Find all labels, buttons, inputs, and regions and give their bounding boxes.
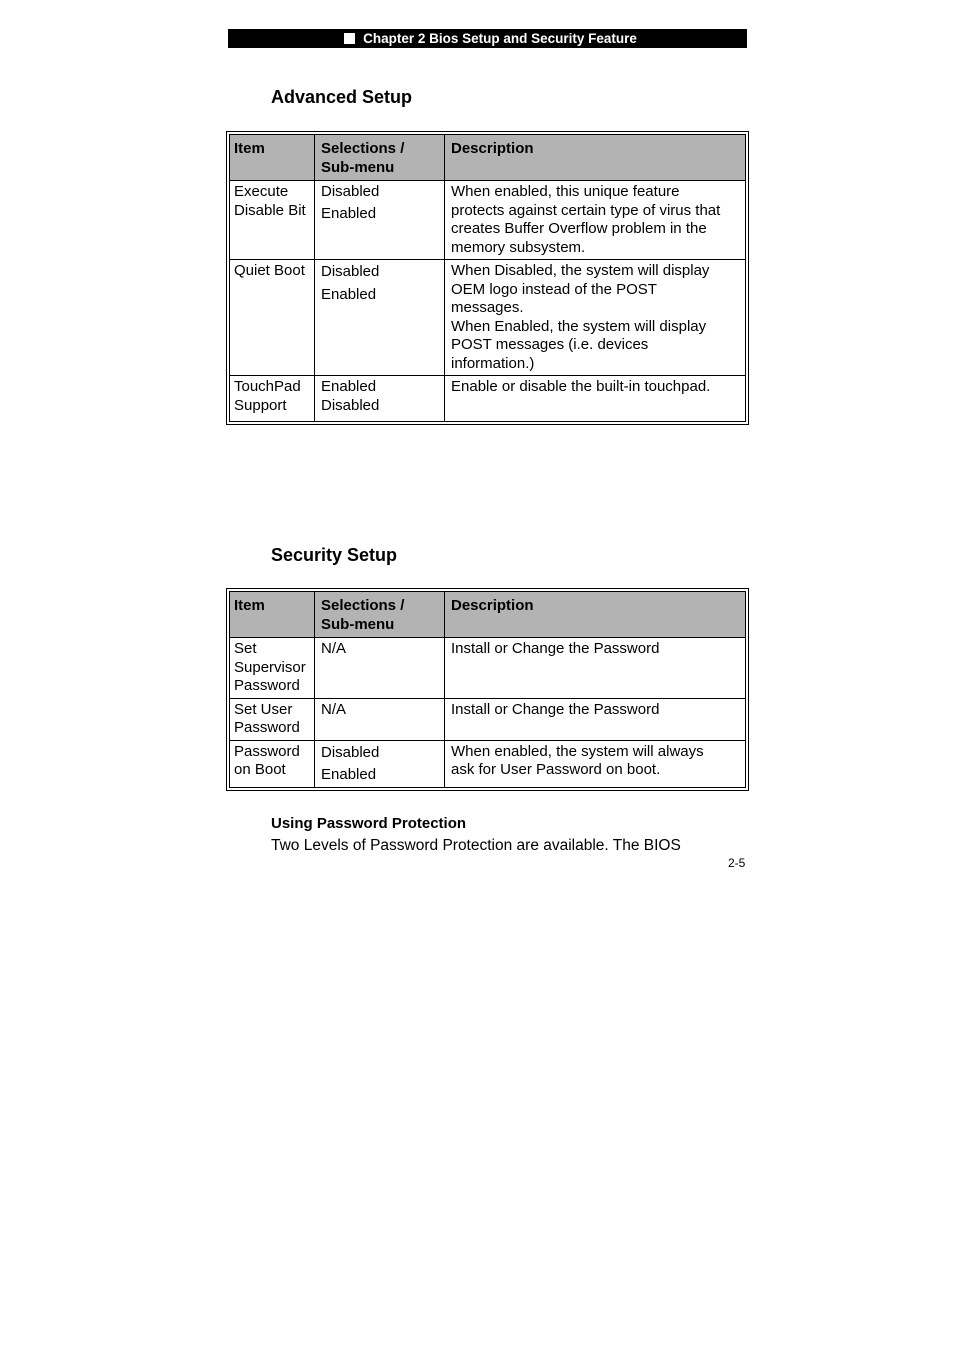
description-text: When enabled, the system will always [451,742,704,760]
advanced-setup-table [229,134,746,422]
selection-option: N/A [321,640,347,657]
chapter-header-text: Chapter 2 Bios Setup and Security Feature [363,31,637,46]
selections-cell [315,181,445,260]
table-row [230,181,746,260]
selections-cell [315,260,445,376]
description-cell [445,638,746,699]
chapter-header-bar [228,29,747,48]
selection-option: Disabled [321,743,380,761]
item-text: Execute [234,183,289,200]
header-item-text: Item [234,140,265,157]
item-cell [230,638,315,699]
selections-cell [315,376,445,422]
item-text: Password [234,719,300,736]
advanced-setup-title: Advanced Setup [271,87,413,107]
item-text: Quiet Boot [234,262,305,279]
selection-option: N/A [321,700,347,718]
selection-option: Disabled [321,396,380,414]
item-cell [230,181,315,260]
table-row [230,376,746,422]
item-cell [230,260,315,376]
item-cell [230,740,315,787]
selections-cell [315,698,445,740]
header-item-text: Item [234,597,265,614]
table-row [230,698,746,740]
description-text: OEM logo instead of the POST [451,280,657,298]
selections-cell [315,740,445,787]
table-row [230,740,746,787]
item-text: TouchPad [234,378,301,395]
header-item [230,592,315,638]
selections-cell [315,638,445,699]
table-header-row [230,135,746,181]
security-setup-table-frame [226,588,749,791]
header-selections-text: Selections / [321,140,405,157]
item-text: Password [234,742,300,760]
header-description [445,135,746,181]
description-cell [445,260,746,376]
description-text: information.) [451,354,535,372]
item-text: Set [234,640,257,657]
password-protection-heading: Using Password Protection [271,815,467,832]
description-text: creates Buffer Overflow problem in the [451,220,707,237]
item-cell [230,698,315,740]
page-number: 2-5 [728,856,746,870]
description-text: POST messages (i.e. devices [451,336,649,353]
table-row [230,638,746,699]
description-text: Install or Change the Password [451,640,660,657]
description-text: Enable or disable the built-in touchpad. [451,378,711,395]
password-protection-text: Two Levels of Password Protection are available. The BIOS [271,837,681,854]
item-text: Password [234,677,300,694]
description-cell [445,740,746,787]
selection-option: Enabled [321,204,377,222]
table-row [230,260,746,376]
description-text: ask for User Password on boot. [451,761,661,778]
description-text: Install or Change the Password [451,700,660,718]
item-cell [230,376,315,422]
item-text: Set User [234,700,293,718]
header-selections-text: Sub-menu [321,615,395,633]
header-selections-text: Selections / [321,597,405,614]
description-text: messages. [451,299,524,316]
header-item [230,135,315,181]
header-description-text: Description [451,597,534,614]
selection-option: Enabled [321,378,377,395]
header-description-text: Description [451,140,534,157]
table-header-row [230,592,746,638]
item-text: Support [234,396,287,414]
description-cell [445,698,746,740]
description-text: protects against certain type of virus that [451,201,721,219]
header-selections [315,135,445,181]
description-text: When Enabled, the system will display [451,317,707,335]
selection-option: Disabled [321,183,380,200]
selection-option: Enabled [321,285,377,303]
header-description [445,592,746,638]
advanced-setup-table-frame [226,131,749,425]
item-text: on Boot [234,761,286,778]
item-text: Disable Bit [234,201,306,219]
header-selections-text: Sub-menu [321,158,395,176]
description-text: memory subsystem. [451,238,586,256]
square-bullet-icon [344,33,355,44]
description-text: When Disabled, the system will display [451,262,710,279]
security-setup-table [229,591,746,788]
description-cell [445,181,746,260]
selection-option: Disabled [321,263,380,280]
description-cell [445,376,746,422]
selection-option: Enabled [321,766,377,783]
header-selections [315,592,445,638]
security-setup-title: Security Setup [271,545,398,565]
item-text: Supervisor [234,658,306,676]
description-text: When enabled, this unique feature [451,183,680,200]
